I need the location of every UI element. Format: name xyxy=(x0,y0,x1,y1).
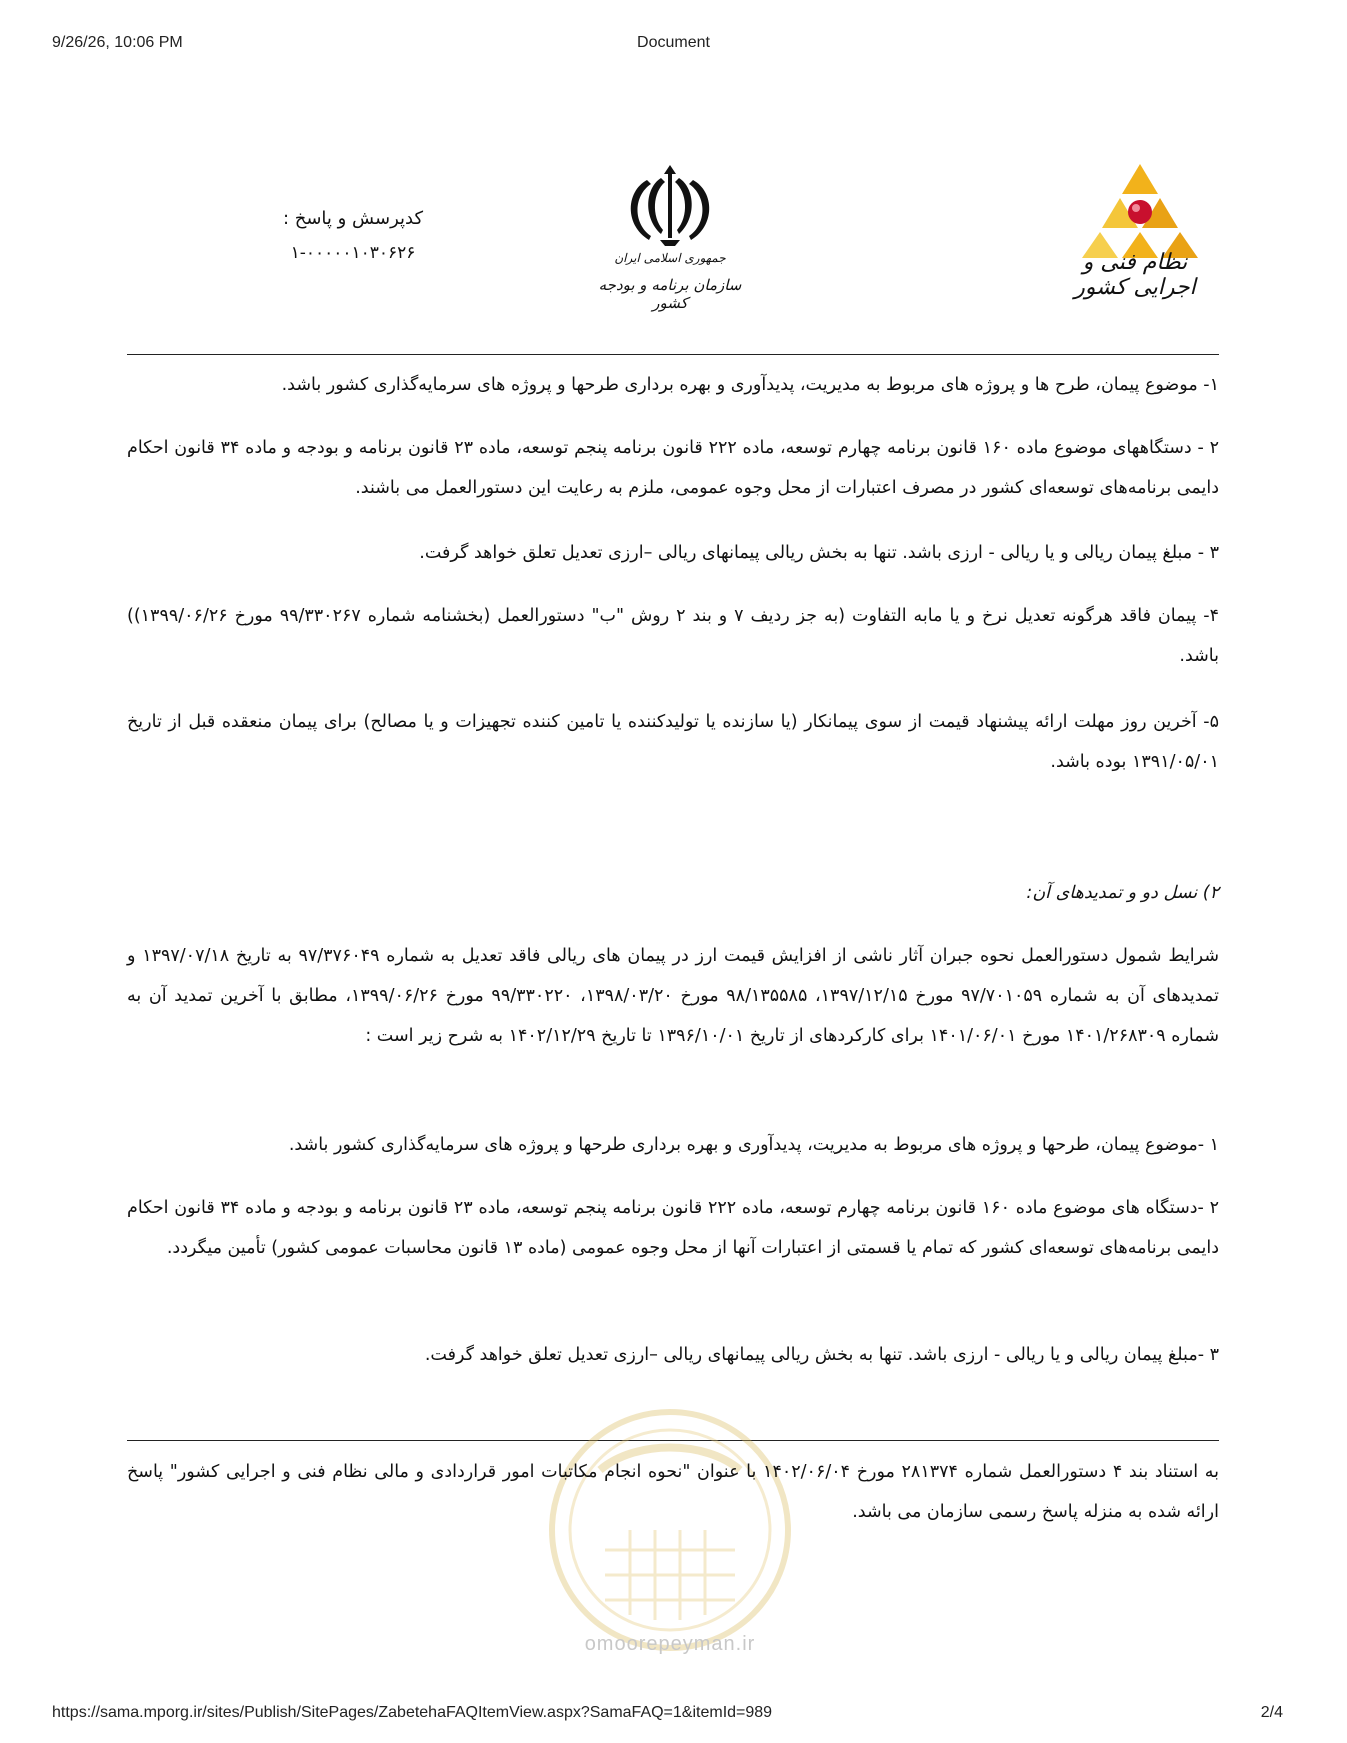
print-footer xyxy=(0,1704,1347,1724)
nezam-fanni-logo-icon xyxy=(1080,160,1200,260)
paragraph-gen1-item-3: ۳ - مبلغ پیمان ریالی و یا ریالی - ارزی باشد. تنها به بخش ریالی پیمانهای ریالی –ارزی تعدیل تعلق خواهد گرفت. xyxy=(419,543,1219,563)
print-header xyxy=(0,34,1347,54)
question-code-value: ۱-۰۰۰۰۰۱۰۳۰۶۲۶ xyxy=(290,243,416,263)
question-code-label: کدپرسش و پاسخ : xyxy=(282,208,424,229)
header-divider xyxy=(127,354,1219,355)
paragraph-gen2-item-2: ۲ -دستگاه های موضوع ماده ۱۶۰ قانون برنامه چهارم توسعه، ماده ۲۲۲ قانون برنامه پنجم توسعه، ماده ۲۳ قانون برنامه و بودجه و ماده ۳۴ قانون احکام دایمی برنامه‌های توسعه‌ای کشور که تمام یا قسمتی از اعتبارات آنها از محل وجوه عمومی (ماده ۱۳ قانون محاسبات عمومی کشور) تأمین میگردد. xyxy=(127,1198,1219,1258)
letterhead xyxy=(0,150,1347,320)
print-datetime: 9/26/26, 10:06 PM xyxy=(52,34,183,51)
paragraph-gen1-item-5: ۵- آخرین روز مهلت ارائه پیشنهاد قیمت از سوی پیمانکار (یا سازنده یا تولیدکننده یا تامین کننده تجهیزات و یا مصالح) برای پیمان منعقده قبل از تاریخ ۱۳۹۱/۰۵/۰۱ بوده باشد. xyxy=(127,712,1219,772)
question-code-block xyxy=(268,208,438,263)
emblem-caption-1: جمهوری اسلامی ایران xyxy=(614,251,726,265)
paragraph-gen2-intro: شرایط شمول دستورالعمل نحوه جبران آثار ناشی از افزایش قیمت ارز در پیمان های ریالی فاقد تعدیل به شماره ۹۷/۳۷۶۰۴۹ به تاریخ ۱۳۹۷/۰۷/۱۸ و تمدیدهای آن به شماره ۹۷/۷۰۱۰۵۹ مورخ ۱۳۹۷/۱۲/۱۵، ۹۸/۱۳۵۵۸۵ مورخ ۱۳۹۸/۰۳/۲۰، ۹۹/۳۳۰۲۲۰ مورخ ۱۳۹۹/۰۶/۲۶، مطابق با آخرین تمدید آن به شماره ۱۴۰۱/۲۶۸۳۰۹ مورخ ۱۴۰۱/۰۶/۰۱ برای کارکردهای از تاریخ ۱۳۹۶/۱۰/۰۱ تا تاریخ ۱۴۰۲/۱۲/۲۹ به شرح زیر است : xyxy=(127,946,1219,1046)
paragraph-gen1-item-4: ۴- پیمان فاقد هرگونه تعدیل نرخ و یا مابه التفاوت (به جز ردیف ۷ و بند ۲ روش "ب" دستورالعمل (بخشنامه شماره ۹۹/۳۳۰۲۶۷ مورخ ۱۳۹۹/۰۶/۲۶)) باشد. xyxy=(127,606,1219,666)
print-page-number: 2/4 xyxy=(1260,1704,1283,1721)
paragraph-official-notice: به استناد بند ۴ دستورالعمل شماره ۲۸۱۳۷۴ مورخ ۱۴۰۲/۰۶/۰۴ با عنوان "نحوه انجام مکاتبات امور قراردادی و مالی نظام فنی و اجرایی کشور" پاسخ ارائه شده به منزله پاسخ رسمی سازمان می باشد. xyxy=(127,1462,1220,1522)
watermark-site: omoorepeyman.ir xyxy=(584,1633,756,1655)
paragraph-gen1-item-1: ۱- موضوع پیمان، طرح ها و پروژه های مربوط به مدیریت، پدیدآوری و بهره برداری طرحها و پروژه های سرمایه‌گذاری کشور باشد. xyxy=(281,375,1219,395)
paragraph-gen2-item-3: ۳ -مبلغ پیمان ریالی و یا ریالی - ارزی باشد. تنها به بخش ریالی پیمانهای ریالی –ارزی تعدیل تعلق خواهد گرفت. xyxy=(424,1345,1219,1365)
print-url: https://sama.mporg.ir/sites/Publish/SitePages/ZabetehaFAQItemView.aspx?SamaFAQ=1&itemId=989 xyxy=(52,1704,773,1721)
emblem-caption-2: سازمان برنامه و بودجه کشور xyxy=(598,276,742,312)
paragraph-gen2-item-1: ۱ -موضوع پیمان، طرحها و پروژه های مربوط به مدیریت، پدیدآوری و بهره برداری طرحها و پروژه های سرمایه‌گذاری کشور باشد. xyxy=(288,1135,1219,1155)
section-heading-gen2: ۲) نسل دو و تمدیدهای آن: xyxy=(1026,883,1219,903)
paragraph-gen1-item-2: ۲ - دستگاههای موضوع ماده ۱۶۰ قانون برنامه چهارم توسعه، ماده ۲۲۲ قانون برنامه پنجم توسعه، ماده ۲۳ قانون برنامه و بودجه و ماده ۳۴ قانون احکام دایمی برنامه‌های توسعه‌ای کشور در مصرف اعتبارات از محل وجوه عمومی، ملزم به رعایت این دستورالعمل می باشند. xyxy=(127,438,1219,498)
nezam-fanni-title: نظام فنی و اجرایی کشور xyxy=(1074,250,1196,300)
print-title: Document xyxy=(637,34,710,51)
